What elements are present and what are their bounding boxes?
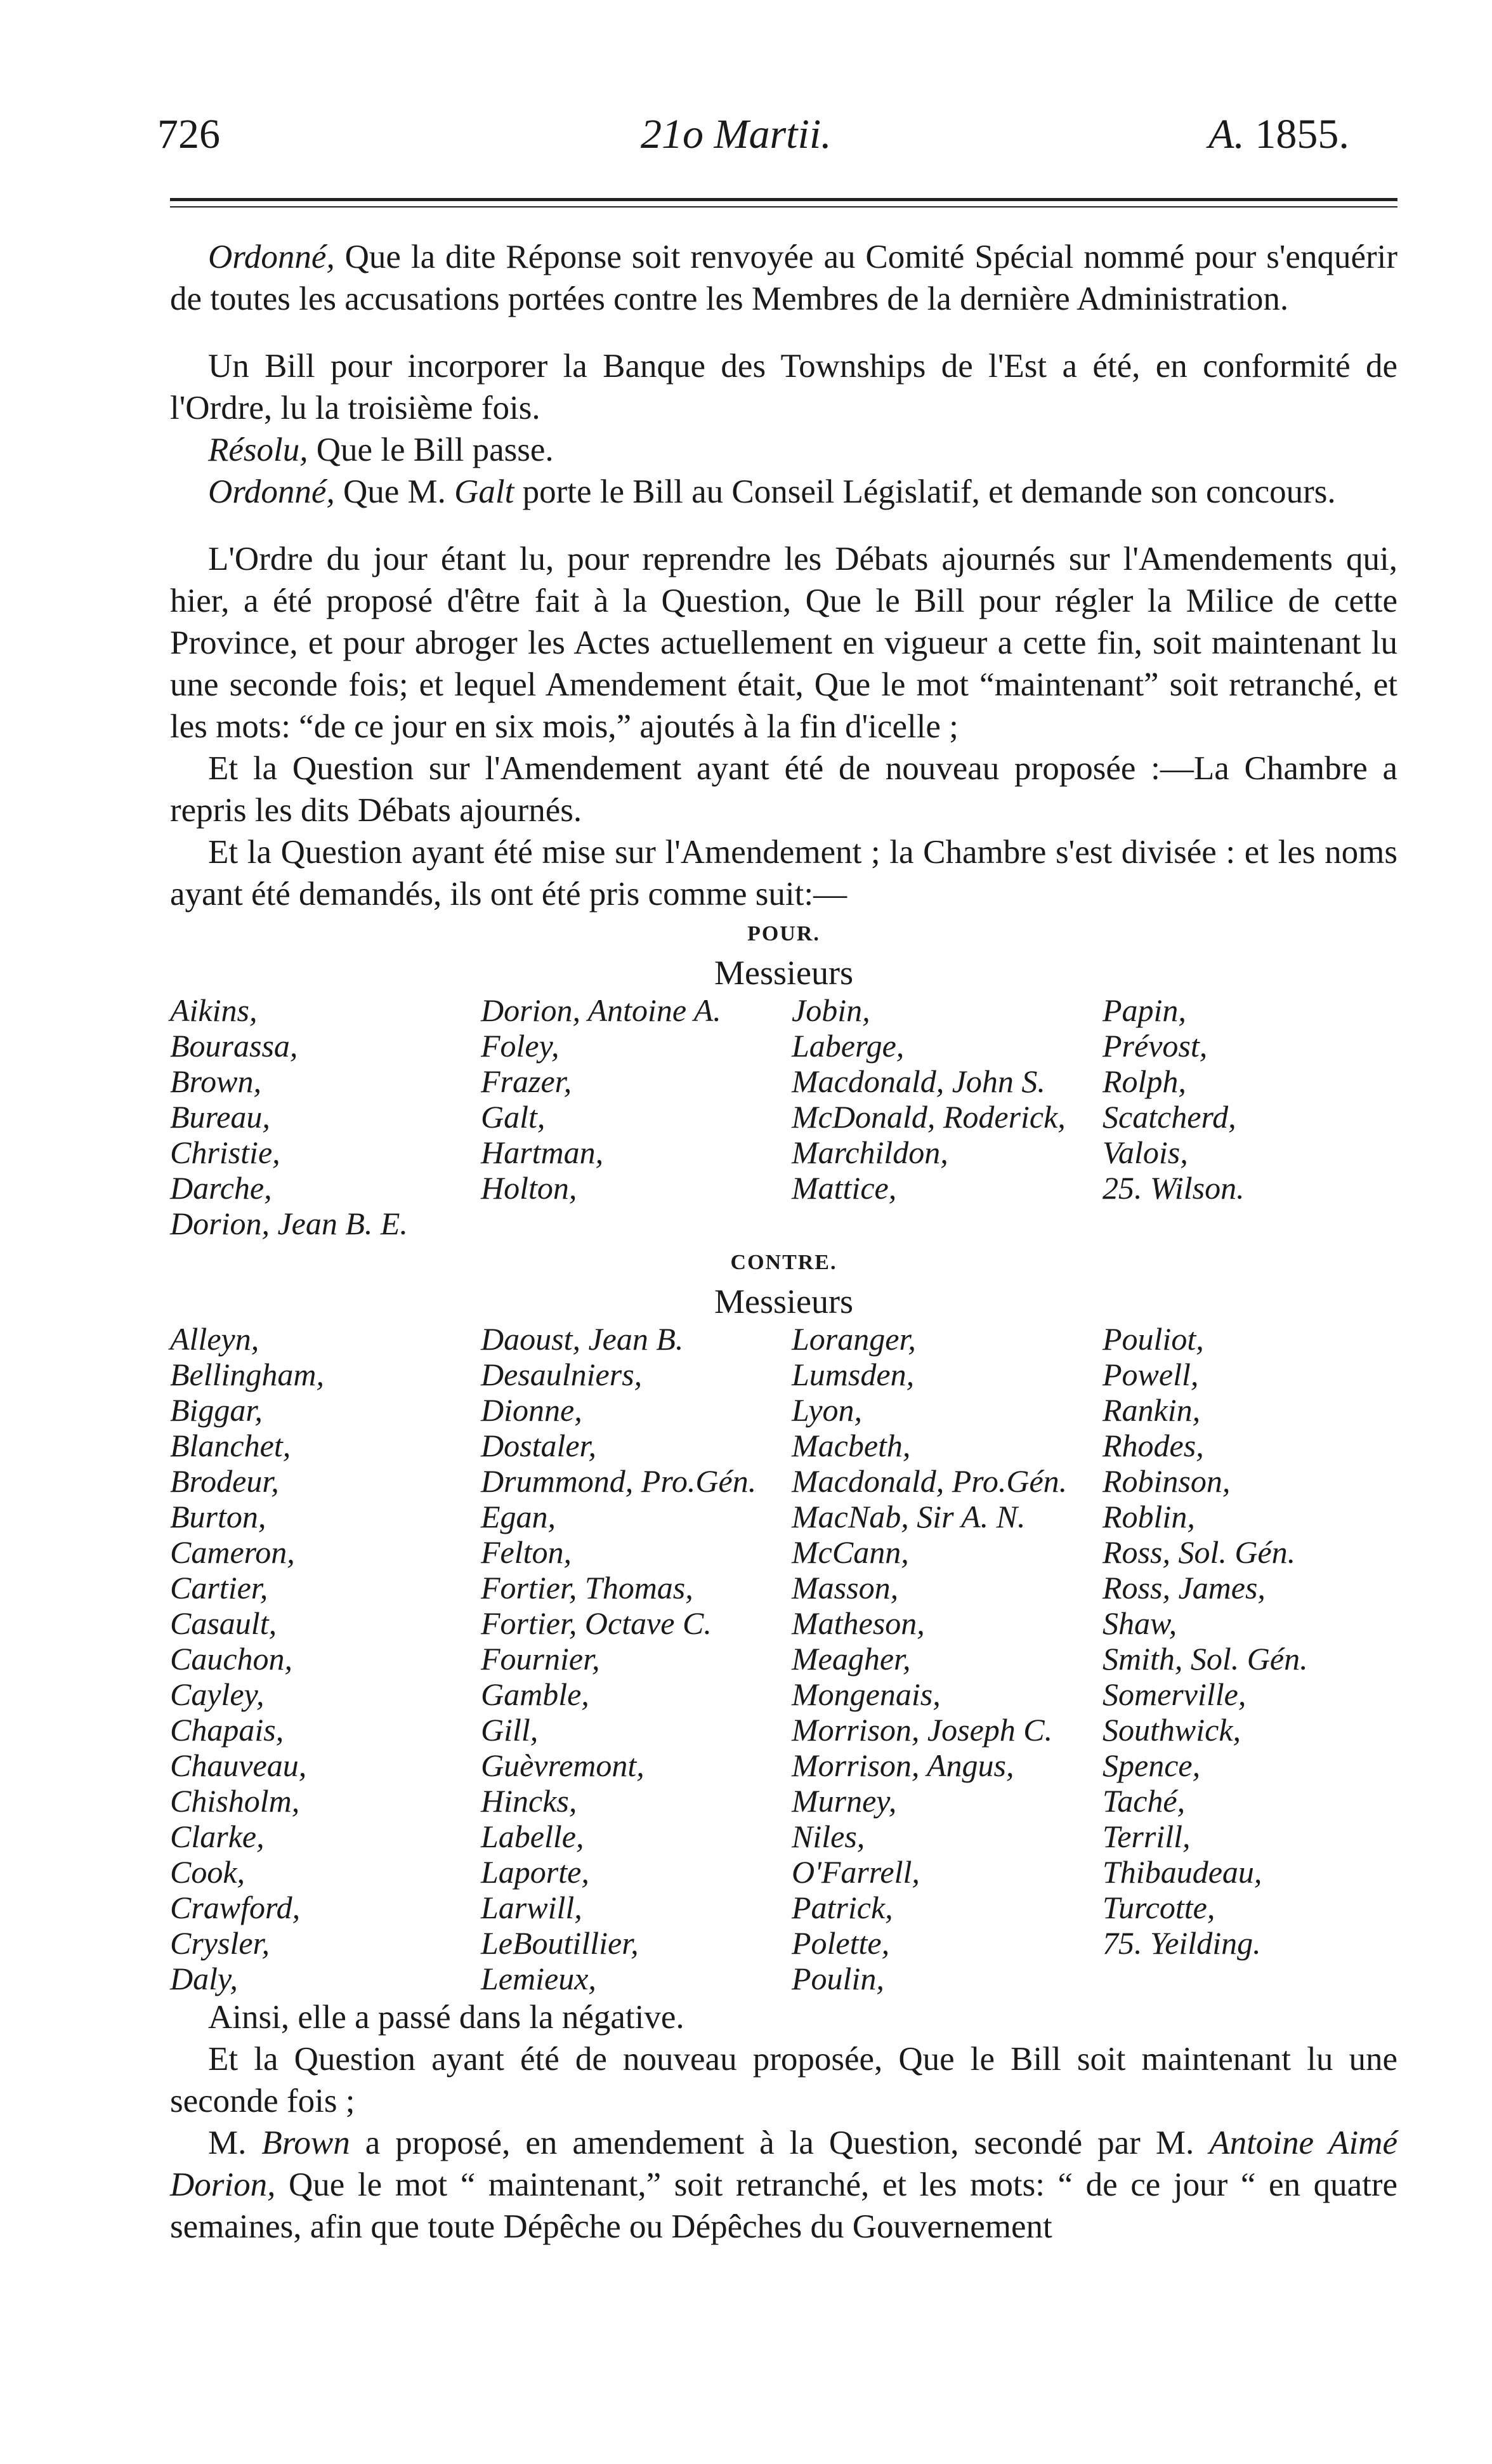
pour-name-cell: Galt, <box>481 1099 546 1135</box>
contre-name-cell: Macbeth, <box>792 1428 911 1463</box>
pour-name-cell: Darche, <box>170 1170 272 1206</box>
header-rule <box>170 198 1397 201</box>
member-name: Antoine Aimé Dorion, <box>170 2125 1397 2203</box>
date-text: 21o Martii. <box>641 111 832 157</box>
paragraph-text: Que la dite Réponse soit renvoyée au Comité Spécial nommé pour s'enquérir de toutes les accusations portées contre les Membres de la dernière Administration. <box>170 239 1397 317</box>
contre-name-cell: Fortier, Thomas, <box>481 1570 693 1605</box>
contre-name-cell: Cauchon, <box>170 1641 293 1677</box>
contre-name-cell: Drummond, Pro.Gén. <box>481 1463 757 1499</box>
pour-name-cell: Holton, <box>481 1170 577 1206</box>
pour-name-cell: Papin, <box>1103 992 1186 1028</box>
resolu-label: Résolu, <box>208 432 308 468</box>
contre-name-cell: Clarke, <box>170 1819 265 1854</box>
contre-name-cell: Smith, Sol. Gén. <box>1103 1641 1308 1677</box>
pour-name-cell: Prévost, <box>1103 1028 1208 1064</box>
contre-name-cell: Polette, <box>792 1925 890 1961</box>
pour-name-cell: Hartman, <box>481 1135 604 1170</box>
pour-name-cell: Macdonald, John S. <box>792 1064 1045 1099</box>
contre-name-cell: Poulin, <box>792 1961 884 1996</box>
contre-name-cell: Ross, James, <box>1103 1570 1266 1605</box>
ordonne-label: Ordonné, <box>208 239 335 275</box>
paragraph-question-amendment: Et la Question sur l'Amendement ayant été de nouveau proposée :—La Chambre a repris les dits Débats ajournés. <box>170 750 1397 829</box>
contre-name-cell: Murney, <box>792 1783 897 1819</box>
contre-name-cell: Crawford, <box>170 1890 301 1925</box>
contre-name-cell: O'Farrell, <box>792 1854 920 1890</box>
pour-name-cell: McDonald, Roderick, <box>792 1099 1066 1135</box>
pour-name-cell: Frazer, <box>481 1064 572 1099</box>
running-date <box>641 109 832 160</box>
contre-name-cell: Mongenais, <box>792 1677 941 1712</box>
contre-name-cell: Chauveau, <box>170 1748 307 1783</box>
pour-messieurs: Messieurs <box>714 954 853 992</box>
contre-name-cell: Cook, <box>170 1854 245 1890</box>
contre-name-cell: Taché, <box>1103 1783 1186 1819</box>
pour-name-cell: Aikins, <box>170 992 258 1028</box>
contre-name-cell: Rhodes, <box>1103 1428 1204 1463</box>
contre-name-cell: Felton, <box>481 1534 572 1570</box>
paragraph-order-of-day: L'Ordre du jour étant lu, pour reprendre les Débats ajournés sur l'Amendements qui, hier, a été proposé d'être fait à la Question, Que le Bill pour régler la Milice de cette Province, et pour abroger les Actes actuellement en vigueur a cette fin, soit maintenant lu une seconde fois; et lequel Amendement était, Que le mot “maintenant” soit retranché, et les mots: “de ce jour en six mois,” ajoutés à la fin d'icelle ; <box>170 541 1397 745</box>
paragraph-second-reading: Et la Question ayant été de nouveau proposée, Que le Bill soit maintenant lu une seconde fois ; <box>170 2041 1397 2119</box>
pour-name-cell: Marchildon, <box>792 1135 948 1170</box>
contre-name-cell: Cartier, <box>170 1570 268 1605</box>
contre-name-cell: Blanchet, <box>170 1428 291 1463</box>
contre-name-cell: Bellingham, <box>170 1357 325 1392</box>
running-year <box>1208 109 1349 160</box>
paragraph-text: Que le Bill passe. <box>308 432 554 468</box>
contre-name-cell: Turcotte, <box>1103 1890 1215 1925</box>
contre-name-cell: Daly, <box>170 1961 238 1996</box>
year-number: 1855. <box>1255 111 1349 157</box>
contre-name-cell: Niles, <box>792 1819 865 1854</box>
contre-name-cell: Alleyn, <box>170 1321 259 1357</box>
contre-name-cell: Dionne, <box>481 1392 582 1428</box>
contre-name-cell: Terrill, <box>1103 1819 1191 1854</box>
contre-name-cell: LeBoutillier, <box>481 1925 639 1961</box>
contre-name-cell: Spence, <box>1103 1748 1201 1783</box>
contre-name-cell: Masson, <box>792 1570 899 1605</box>
paragraph-negative: Ainsi, elle a passé dans la négative. <box>208 1999 684 2036</box>
year-prefix: A. <box>1208 111 1245 157</box>
contre-name-cell: Lyon, <box>792 1392 863 1428</box>
paragraph-text: Que le mot “ maintenant,” soit retranché, et les mots: “ de ce jour “ en quatre semaines, afin que toute Dépêche ou Dépêches du Gouvernement <box>170 2166 1397 2245</box>
contre-name-cell: Robinson, <box>1103 1463 1231 1499</box>
contre-name-cell: Morrison, Angus, <box>792 1748 1014 1783</box>
contre-name-cell: Morrison, Joseph C. <box>792 1712 1053 1748</box>
contre-name-cell: Powell, <box>1103 1357 1199 1392</box>
paragraph-bill-third-reading: Un Bill pour incorporer la Banque des Townships de l'Est a été, en conformité de l'Ordre, lu la troisième fois. <box>170 348 1397 426</box>
contre-name-cell: Somerville, <box>1103 1677 1247 1712</box>
contre-name-cell: Shaw, <box>1103 1605 1177 1641</box>
contre-name-cell: Guèvremont, <box>481 1748 645 1783</box>
pour-name-cell: Foley, <box>481 1028 560 1064</box>
contre-name-cell: Labelle, <box>481 1819 584 1854</box>
pour-name-cell: Mattice, <box>792 1170 897 1206</box>
header-rule-thin <box>170 206 1397 208</box>
paragraph-text: M. <box>208 2125 262 2161</box>
contre-name-cell: Matheson, <box>792 1605 925 1641</box>
pour-name-cell: Bourassa, <box>170 1028 298 1064</box>
paragraph-order-referral <box>170 236 1397 320</box>
pour-name-cell: Dorion, Antoine A. <box>481 992 721 1028</box>
contre-name-cell: Lumsden, <box>792 1357 915 1392</box>
contre-name-cell: Egan, <box>481 1499 556 1534</box>
contre-name-cell: Meagher, <box>792 1641 911 1677</box>
contre-name-cell: 75. Yeilding. <box>1103 1925 1261 1961</box>
contre-name-cell: Chapais, <box>170 1712 284 1748</box>
pour-name-cell: 25. Wilson. <box>1103 1170 1245 1206</box>
paragraph-text: Que M. <box>334 473 455 510</box>
contre-name-cell: Biggar, <box>170 1392 263 1428</box>
pour-name-cell: Christie, <box>170 1135 280 1170</box>
journal-body <box>170 236 1397 2248</box>
contre-name-cell: Daoust, Jean B. <box>481 1321 684 1357</box>
contre-name-cell: Patrick, <box>792 1890 893 1925</box>
contre-name-cell: Larwill, <box>481 1890 582 1925</box>
contre-name-cell: Rankin, <box>1103 1392 1201 1428</box>
pour-name-cell: Rolph, <box>1103 1064 1186 1099</box>
paragraph-division: Et la Question ayant été mise sur l'Amendement ; la Chambre s'est divisée : et les noms ayant été demandés, ils ont été pris comme suit:— <box>170 834 1397 912</box>
contre-name-cell: Chisholm, <box>170 1783 300 1819</box>
paragraph-brown-amendment <box>170 2122 1397 2248</box>
pour-heading: POUR. <box>747 922 820 945</box>
contre-name-cell: Lemieux, <box>481 1961 596 1996</box>
contre-name-cell: Casault, <box>170 1605 277 1641</box>
pour-name-cell <box>1103 1206 1397 1241</box>
contre-heading: CONTRE. <box>730 1251 837 1274</box>
paragraph-text: a proposé, en amendement à la Question, secondé par M. <box>350 2125 1210 2161</box>
contre-name-cell: Ross, Sol. Gén. <box>1103 1534 1296 1570</box>
pour-names-table <box>170 992 1397 1241</box>
pour-name-cell: Brown, <box>170 1064 261 1099</box>
contre-name-cell: Macdonald, Pro.Gén. <box>792 1463 1068 1499</box>
pour-name-cell: Dorion, Jean B. E. <box>170 1206 408 1241</box>
contre-name-cell: Hincks, <box>481 1783 577 1819</box>
contre-messieurs: Messieurs <box>714 1282 853 1321</box>
contre-name-cell: Pouliot, <box>1103 1321 1204 1357</box>
contre-name-cell: Cayley, <box>170 1677 265 1712</box>
ordonne-label: Ordonné, <box>208 473 335 510</box>
paragraph-text: porte le Bill au Conseil Législatif, et demande son concours. <box>514 473 1336 510</box>
pour-name-cell: Bureau, <box>170 1099 270 1135</box>
contre-name-cell: Thibaudeau, <box>1103 1854 1262 1890</box>
paragraph-ordonne-galt <box>170 471 1397 513</box>
contre-name-cell: Gamble, <box>481 1677 589 1712</box>
contre-name-cell: Crysler, <box>170 1925 270 1961</box>
contre-names-table <box>170 1321 1397 1996</box>
contre-name-cell: MacNab, Sir A. N. <box>792 1499 1026 1534</box>
member-name: Galt <box>454 473 514 510</box>
pour-name-cell <box>792 1206 1103 1241</box>
contre-name-cell: Fournier, <box>481 1641 600 1677</box>
contre-name-cell: Burton, <box>170 1499 266 1534</box>
contre-name-cell: Laporte, <box>481 1854 589 1890</box>
contre-name-cell: Fortier, Octave C. <box>481 1605 712 1641</box>
pour-name-cell: Jobin, <box>792 992 870 1028</box>
paragraph-resolu <box>170 429 1397 471</box>
contre-name-cell: Dostaler, <box>481 1428 596 1463</box>
contre-name-cell: Desaulniers, <box>481 1357 643 1392</box>
pour-name-cell <box>481 1206 792 1241</box>
pour-name-cell: Valois, <box>1103 1135 1188 1170</box>
pour-name-cell: Scatcherd, <box>1103 1099 1236 1135</box>
contre-name-cell: McCann, <box>792 1534 909 1570</box>
member-name: Brown <box>261 2125 350 2161</box>
contre-name-cell: Roblin, <box>1103 1499 1195 1534</box>
page-number: 726 <box>157 111 220 157</box>
contre-name-cell <box>1103 1961 1397 1996</box>
pour-name-cell: Laberge, <box>792 1028 905 1064</box>
contre-name-cell: Gill, <box>481 1712 539 1748</box>
contre-name-cell: Southwick, <box>1103 1712 1241 1748</box>
contre-name-cell: Brodeur, <box>170 1463 279 1499</box>
contre-name-cell: Loranger, <box>792 1321 916 1357</box>
contre-name-cell: Cameron, <box>170 1534 295 1570</box>
